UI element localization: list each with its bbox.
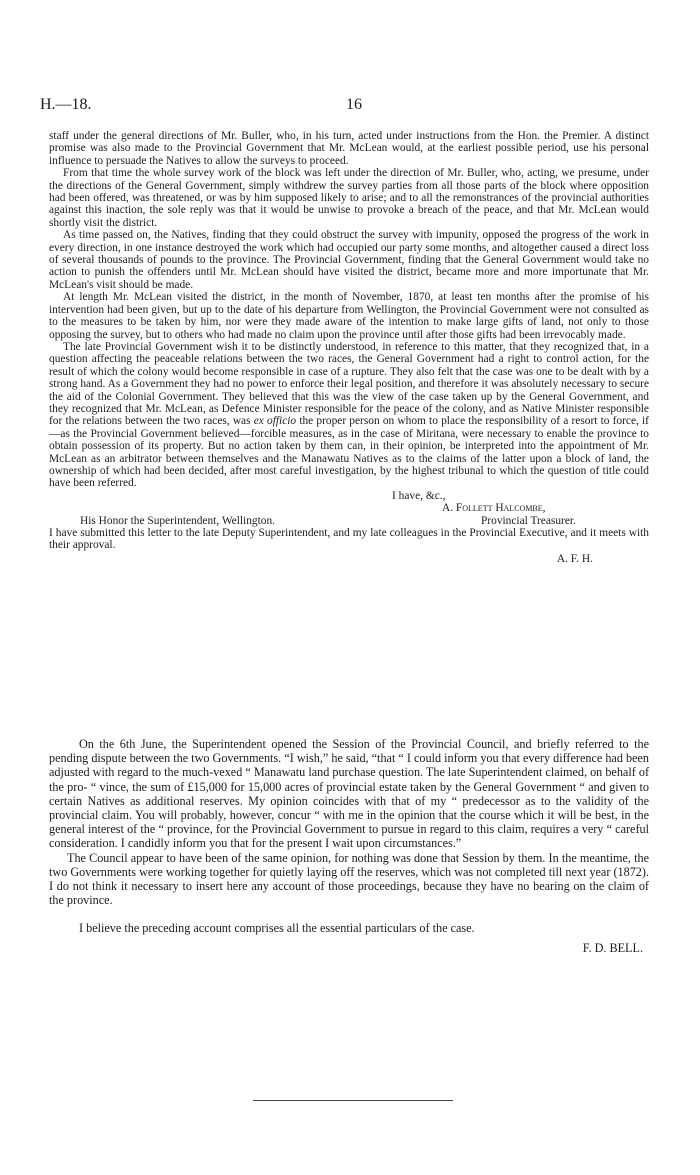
letter-recipient: His Honor the Superintendent, Wellington. (80, 514, 276, 527)
letter-paragraph-3: As time passed on, the Natives, finding that they could obstruct the survey with impunity, opposed the progress of the work in every direction, in one instance destroyed the work which had occupied our party some months, and altogether caused a direct loss of several thousands of pounds to the province. The Provincial Government, finding that the General Government would take no action to punish the offenders until Mr. McLean should have visited the district, became more and more importunate that Mr. McLean's visit should be made. (49, 229, 649, 291)
letter-paragraph-1: staff under the general directions of Mr. Buller, who, in his turn, acted under instructions from the Hon. the Premier. A distinct promise was also made to the Provincial Government that Mr. McLean would, at the earliest possible period, use his personal influence to persuade the Natives to allow the surveys to proceed. (49, 130, 649, 167)
letter-signer-title: Provincial Treasurer. (481, 514, 576, 527)
closing-rule (253, 1100, 453, 1101)
final-statement: I believe the preceding account comprises all the essential particulars of the case. (79, 921, 475, 936)
paragraph-5-text-a: The late Provincial Government wish it to be distinctly understood, in reference to this matter, that they recognized that, in a question affecting the peaceable relations between the two races, the General Government had a right to control action, for the result of which the colony would become responsible in case of a rupture. They also felt that the case was one to be dealt with by a strong hand. As a Government they had no power to enforce their legal position, and therefore it was absolutely necessary to secure the aid of the Colonial Government. They believed that this was the view of the case taken up by the General Government, and they recognized that Mr. McLean, as Defence Minister responsible for the peace of the colony, and as Native Minister responsible for the relations between the two races, was (49, 340, 649, 428)
letter-signer: A. Follett Halcombe, (442, 501, 546, 514)
letter-body (49, 130, 649, 565)
paragraph-5-text-b: the proper person on whom to place the responsibility of a resort to force, if—as the Provincial Government believed—forcible measures, as in the case of Miritana, were necessary to enable the province to obtain possession of its property. But no action taken by them can, in their opinion, be interpreted into the appointment of Mr. McLean as an arbitrator between themselves and the Manawatu Natives as to the claims of the latter upon a block of land, the ownership of which had been decided, after most careful investigation, by the highest tribunal to which the question of title could have been referred. (49, 415, 649, 490)
narrative-paragraph-1: On the 6th June, the Superintendent opened the Session of the Provincial Council, and briefly referred to the pending dispute between the two Governments. “I wish,” he said, “that “ I could inform you that every difference had been adjusted with regard to the much-vexed “ Manawatu land purchase question. The late Superintendent claimed, on behalf of the pro- “ vince, the sum of £15,000 for 15,000 acres of provincial estate taken by the General Government “ and given to certain Natives as additional reserves. My opinion coincides with that of my “ predecessor as to the validity of the provincial claim. You will probably, however, concur “ with me in the opinion that the course which it will be best, in the general interest of the “ province, for the Provincial Government to pursue in regard to this claim, requires a very “ careful consideration. I candidly inform you that for the present I wait upon circumstances.” (49, 737, 649, 851)
letter-signature-block (49, 490, 649, 527)
page-number: 16 (346, 96, 362, 113)
approval-note: I have submitted this letter to the late Deputy Superintendent, and my late colleagues in the Provincial Executive, and it meets with their approval. (49, 526, 649, 552)
note-initials: A. F. H. (556, 552, 593, 565)
document-reference: H.—18. (40, 96, 92, 113)
paragraph-5-italic: ex officio (253, 415, 297, 428)
letter-paragraph-4: At length Mr. McLean visited the district, in the month of November, 1870, at least ten months after the promise of his intervention had been given, but up to the date of his departure from Wellington, the Provincial Government were not consulted as to the measures to be taken by him, nor were they made aware of the intention to make large gifts of land, not only to those opposing the survey, but to others who had made no claim upon the province until after those gifts had been irrevocably made. (49, 291, 649, 341)
page-header (40, 96, 655, 116)
letter-paragraph-5 (49, 341, 649, 490)
narrative-body (49, 737, 649, 955)
letter-closing: I have, &c., (392, 489, 446, 502)
letter-paragraph-2: From that time the whole survey work of the block was left under the direction of Mr. Buller, who, acting, we presume, under the directions of the General Government, simply withdrew the survey parties from all those parts of the block where opposition had been offered, was threatened, or was by him supposed likely to arise; and to all the remonstrances of the provincial authorities against this inaction, the sole reply was that it would be unwise to provoke a breach of the peace, and that Mr. McLean would shortly visit the district. (49, 167, 649, 229)
narrative-paragraph-2: The Council appear to have been of the same opinion, for nothing was done that Session by them. In the meantime, the two Governments were working together for quietly laying off the reserves, which was not completed till next year (1872). I do not think it necessary to insert here any account of those proceedings, because they have no bearing on the claim of the province. (49, 850, 649, 908)
author-signature: F. D. BELL. (582, 940, 643, 955)
